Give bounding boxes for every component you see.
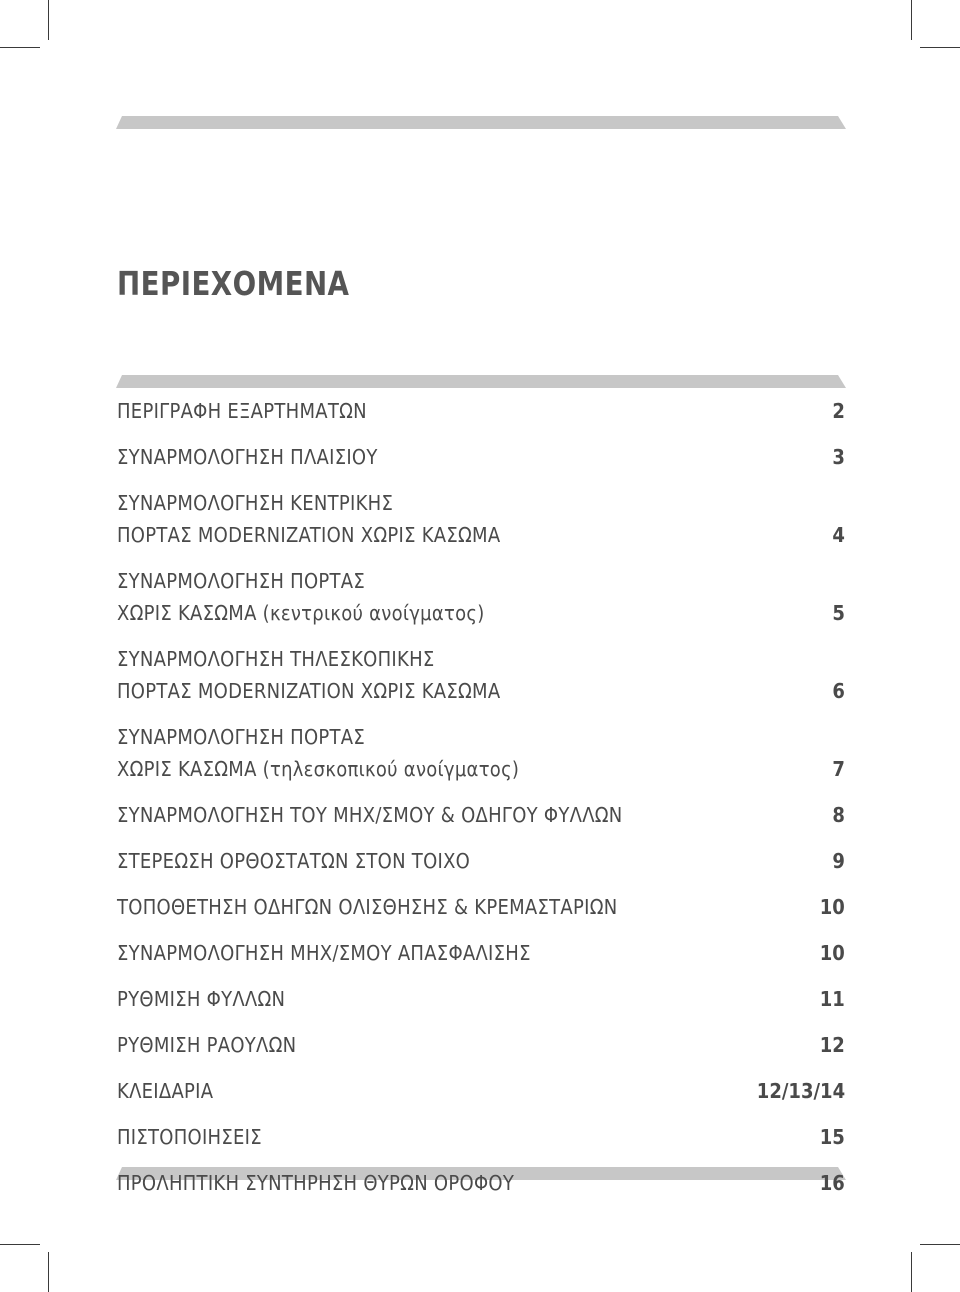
toc-entry-page-number: 16 [819, 1171, 845, 1195]
toc-entry-page-number: 12/13/14 [756, 1079, 845, 1103]
toc-entry[interactable] [117, 937, 845, 969]
toc-entry-title [117, 487, 500, 551]
toc-entry-title [117, 1029, 296, 1061]
toc-entry[interactable] [117, 441, 845, 473]
toc-entry-title [117, 1075, 213, 1107]
crop-mark-bottom-right [920, 1244, 960, 1245]
toc-entry-page-number: 8 [832, 803, 845, 827]
toc-entry[interactable] [117, 721, 845, 785]
toc-entry-title-line: ΧΩΡΙΣ ΚΑΣΩΜΑ (κεντρικού ανοίγματος) [117, 601, 485, 625]
toc-entry-page-number: 3 [832, 445, 845, 469]
crop-mark-top-right [911, 0, 912, 40]
toc-entry[interactable] [117, 395, 845, 427]
toc-entry[interactable] [117, 565, 845, 629]
toc-entry-title-line: ΠΙΣΤΟΠΟΙΗΣΕΙΣ [117, 1125, 262, 1149]
toc-entry-page-number: 12 [819, 1033, 845, 1057]
toc-entry[interactable] [117, 845, 845, 877]
header-divider-bar [116, 116, 846, 129]
toc-entry-title-line: ΠΟΡΤΑΣ MODERNIZATION ΧΩΡΙΣ ΚΑΣΩΜΑ [117, 523, 501, 547]
toc-entry[interactable] [117, 487, 845, 551]
toc-entry[interactable] [117, 1167, 845, 1199]
toc-entry[interactable] [117, 643, 845, 707]
toc-entry-title [117, 799, 623, 831]
toc-entry-title-line: ΣΥΝΑΡΜΟΛΟΓΗΣΗ ΠΟΡΤΑΣ [117, 725, 366, 749]
toc-entry-title [117, 643, 500, 707]
toc-entry-title [117, 845, 470, 877]
toc-entry-page-number: 4 [832, 523, 845, 547]
toc-entry-title-line: ΣΥΝΑΡΜΟΛΟΓΗΣΗ ΤΟΥ ΜΗΧ/ΣΜΟΥ & ΟΔΗΓΟΥ ΦΥΛΛΩΝ [117, 803, 623, 827]
toc-entry-page-number: 2 [832, 399, 845, 423]
toc-entry-page-number: 15 [819, 1125, 845, 1149]
toc-entry-title [117, 565, 485, 629]
page-title: ΠΕΡΙΕΧΟΜΕΝΑ [117, 264, 350, 303]
toc-entry-title [117, 1121, 262, 1153]
toc-entry-page-number: 6 [832, 679, 845, 703]
crop-mark-bottom-left [48, 1252, 49, 1292]
toc-entry-title-line: ΠΡΟΛΗΠΤΙΚΗ ΣΥΝΤΗΡΗΣΗ ΘΥΡΩΝ ΟΡΟΦΟΥ [117, 1171, 515, 1195]
crop-mark-top-right [920, 47, 960, 48]
crop-mark-top-left [48, 0, 49, 40]
toc-entry-title-line: ΣΥΝΑΡΜΟΛΟΓΗΣΗ ΠΛΑΙΣΙΟΥ [117, 445, 378, 469]
toc-entry-title-line: ΤΟΠΟΘΕΤΗΣΗ ΟΔΗΓΩΝ ΟΛΙΣΘΗΣΗΣ & ΚΡΕΜΑΣΤΑΡΙΩΝ [117, 895, 618, 919]
toc-entry-title-line: ΣΥΝΑΡΜΟΛΟΓΗΣΗ ΜΗΧ/ΣΜΟΥ ΑΠΑΣΦΑΛΙΣΗΣ [117, 941, 531, 965]
toc-entry[interactable] [117, 1029, 845, 1061]
toc-entry-title-line: ΣΥΝΑΡΜΟΛΟΓΗΣΗ ΤΗΛΕΣΚΟΠΙΚΗΣ [117, 647, 435, 671]
table-of-contents [117, 395, 845, 1213]
toc-entry-title-line: ΠΕΡΙΓΡΑΦΗ ΕΞΑΡΤΗΜΑΤΩΝ [117, 399, 367, 423]
toc-entry-title-line: ΡΥΘΜΙΣΗ ΡΑΟΥΛΩΝ [117, 1033, 297, 1057]
toc-entry-page-number: 7 [832, 757, 845, 781]
toc-entry-title [117, 937, 531, 969]
toc-entry-page-number: 9 [832, 849, 845, 873]
toc-entry[interactable] [117, 891, 845, 923]
toc-entry-title-line: ΣΥΝΑΡΜΟΛΟΓΗΣΗ ΚΕΝΤΡΙΚΗΣ [117, 491, 394, 515]
crop-mark-bottom-right [911, 1252, 912, 1292]
toc-entry-page-number: 5 [832, 601, 845, 625]
toc-entry-title-line: ΣΥΝΑΡΜΟΛΟΓΗΣΗ ΠΟΡΤΑΣ [117, 569, 366, 593]
toc-entry-title [117, 1167, 514, 1199]
toc-entry[interactable] [117, 799, 845, 831]
toc-entry-title [117, 721, 519, 785]
crop-mark-bottom-left [0, 1244, 40, 1245]
toc-entry-title [117, 395, 367, 427]
toc-entry-title [117, 983, 285, 1015]
toc-entry-title-line: ΡΥΘΜΙΣΗ ΦΥΛΛΩΝ [117, 987, 286, 1011]
toc-entry[interactable] [117, 1075, 845, 1107]
title-divider-bar [116, 375, 846, 388]
toc-entry[interactable] [117, 983, 845, 1015]
toc-entry-page-number: 11 [819, 987, 845, 1011]
toc-entry-title [117, 891, 617, 923]
toc-entry-title-line: ΠΟΡΤΑΣ MODERNIZATION ΧΩΡΙΣ ΚΑΣΩΜΑ [117, 679, 501, 703]
toc-entry-title [117, 441, 378, 473]
crop-mark-top-left [0, 47, 40, 48]
toc-entry-title-line: ΧΩΡΙΣ ΚΑΣΩΜΑ (τηλεσκοπικού ανοίγματος) [117, 757, 520, 781]
toc-entry-page-number: 10 [819, 941, 845, 965]
toc-entry-page-number: 10 [819, 895, 845, 919]
toc-entry-title-line: ΚΛΕΙΔΑΡΙΑ [117, 1079, 214, 1103]
toc-entry-title-line: ΣΤΕΡΕΩΣΗ ΟΡΘΟΣΤΑΤΩΝ ΣΤΟΝ ΤΟΙΧΟ [117, 849, 471, 873]
toc-entry[interactable] [117, 1121, 845, 1153]
